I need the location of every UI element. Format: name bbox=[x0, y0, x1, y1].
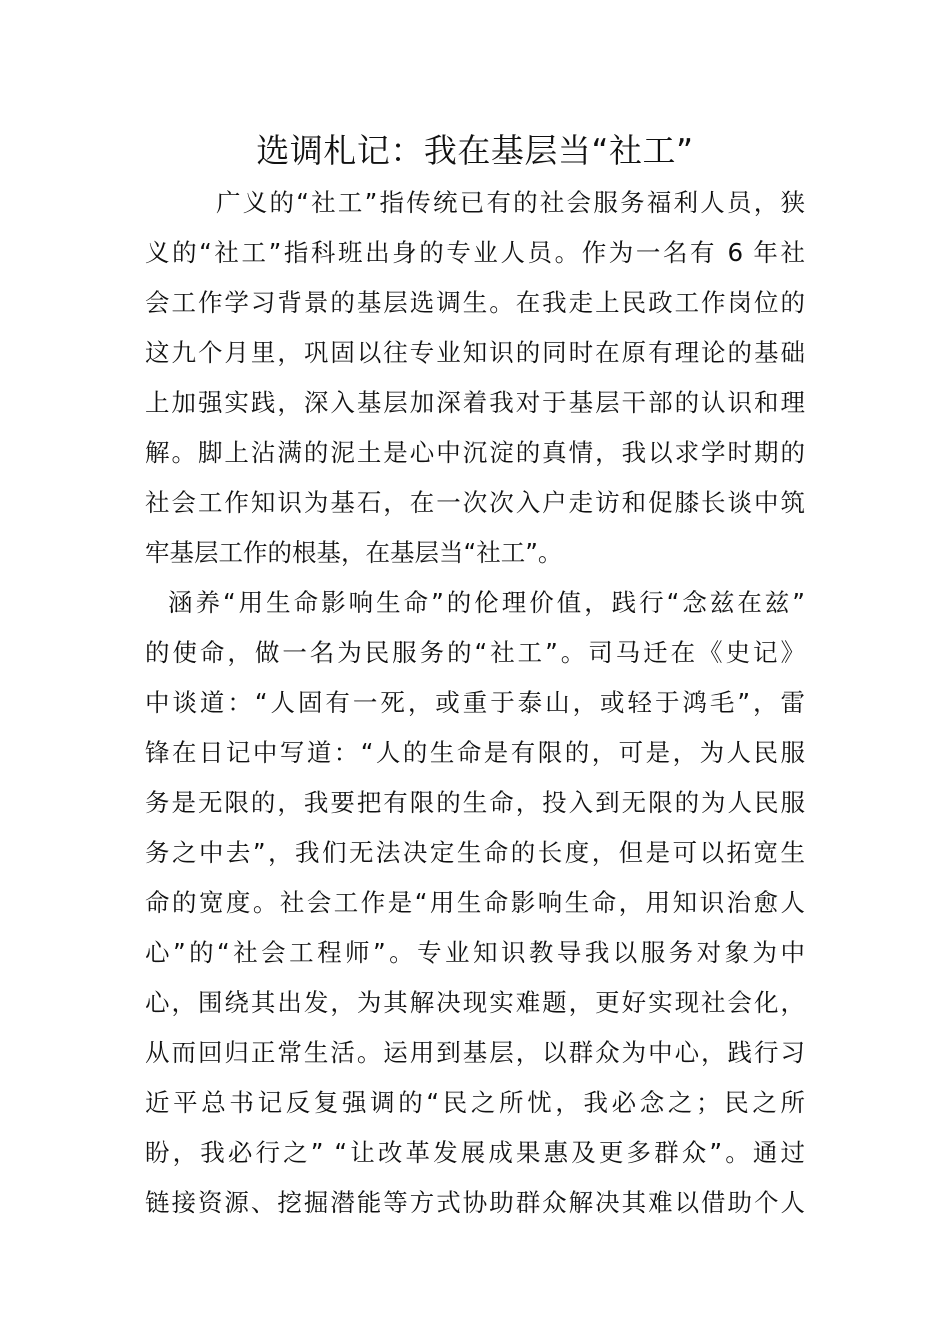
paragraph-2-line: 务之中去”，我们无法决定生命的长度，但是可以拓宽生 bbox=[145, 838, 805, 867]
paragraph-1-line: 广义的“社工”指传统已有的社会服务福利人员，狭 bbox=[216, 188, 805, 217]
paragraph-2-line: 链接资源、挖掘潜能等方式协助群众解决其难以借助个人 bbox=[145, 1188, 805, 1217]
paragraph-2-line: 心”的“社会工程师”。专业知识教导我以服务对象为中 bbox=[145, 938, 805, 967]
document-title: 选调札记：我在基层当“社工” bbox=[256, 131, 694, 170]
paragraph-2-line: 的使命，做一名为民服务的“社工”。司马迁在《史记》 bbox=[145, 638, 805, 667]
paragraph-2-line: 务是无限的，我要把有限的生命，投入到无限的为人民服 bbox=[145, 788, 805, 817]
paragraph-1-line: 义的“社工”指科班出身的专业人员。作为一名有 6 年社 bbox=[145, 238, 805, 267]
paragraph-1-line: 会工作学习背景的基层选调生。在我走上民政工作岗位的 bbox=[145, 288, 805, 317]
paragraph-2-line: 涵养“用生命影响生命”的伦理价值，践行“念兹在兹” bbox=[168, 588, 805, 617]
paragraph-2-line: 命的宽度。社会工作是“用生命影响生命，用知识治愈人 bbox=[145, 888, 805, 917]
paragraph-1-line: 上加强实践，深入基层加深着我对于基层干部的认识和理 bbox=[145, 388, 805, 417]
paragraph-1-line: 社会工作知识为基石，在一次次入户走访和促膝长谈中筑 bbox=[145, 488, 805, 517]
paragraph-2-line: 近平总书记反复强调的“民之所忧，我必念之；民之所 bbox=[145, 1088, 805, 1117]
paragraph-1-line: 这九个月里，巩固以往专业知识的同时在原有理论的基础 bbox=[145, 338, 805, 367]
paragraph-1-line: 解。脚上沾满的泥土是心中沉淀的真情，我以求学时期的 bbox=[145, 438, 805, 467]
paragraph-2-line: 中谈道：“人固有一死，或重于泰山，或轻于鸿毛”，雷 bbox=[145, 688, 805, 717]
paragraph-2-line: 盼，我必行之” “让改革发展成果惠及更多群众”。通过 bbox=[145, 1138, 805, 1167]
paragraph-1-line: 牢基层工作的根基，在基层当“社工”。 bbox=[145, 538, 563, 567]
paragraph-2-line: 锋在日记中写道：“人的生命是有限的，可是，为人民服 bbox=[145, 738, 805, 767]
paragraph-2-line: 心，围绕其出发，为其解决现实难题，更好实现社会化， bbox=[145, 988, 805, 1017]
paragraph-2-line: 从而回归正常生活。运用到基层，以群众为中心，践行习 bbox=[145, 1038, 805, 1067]
